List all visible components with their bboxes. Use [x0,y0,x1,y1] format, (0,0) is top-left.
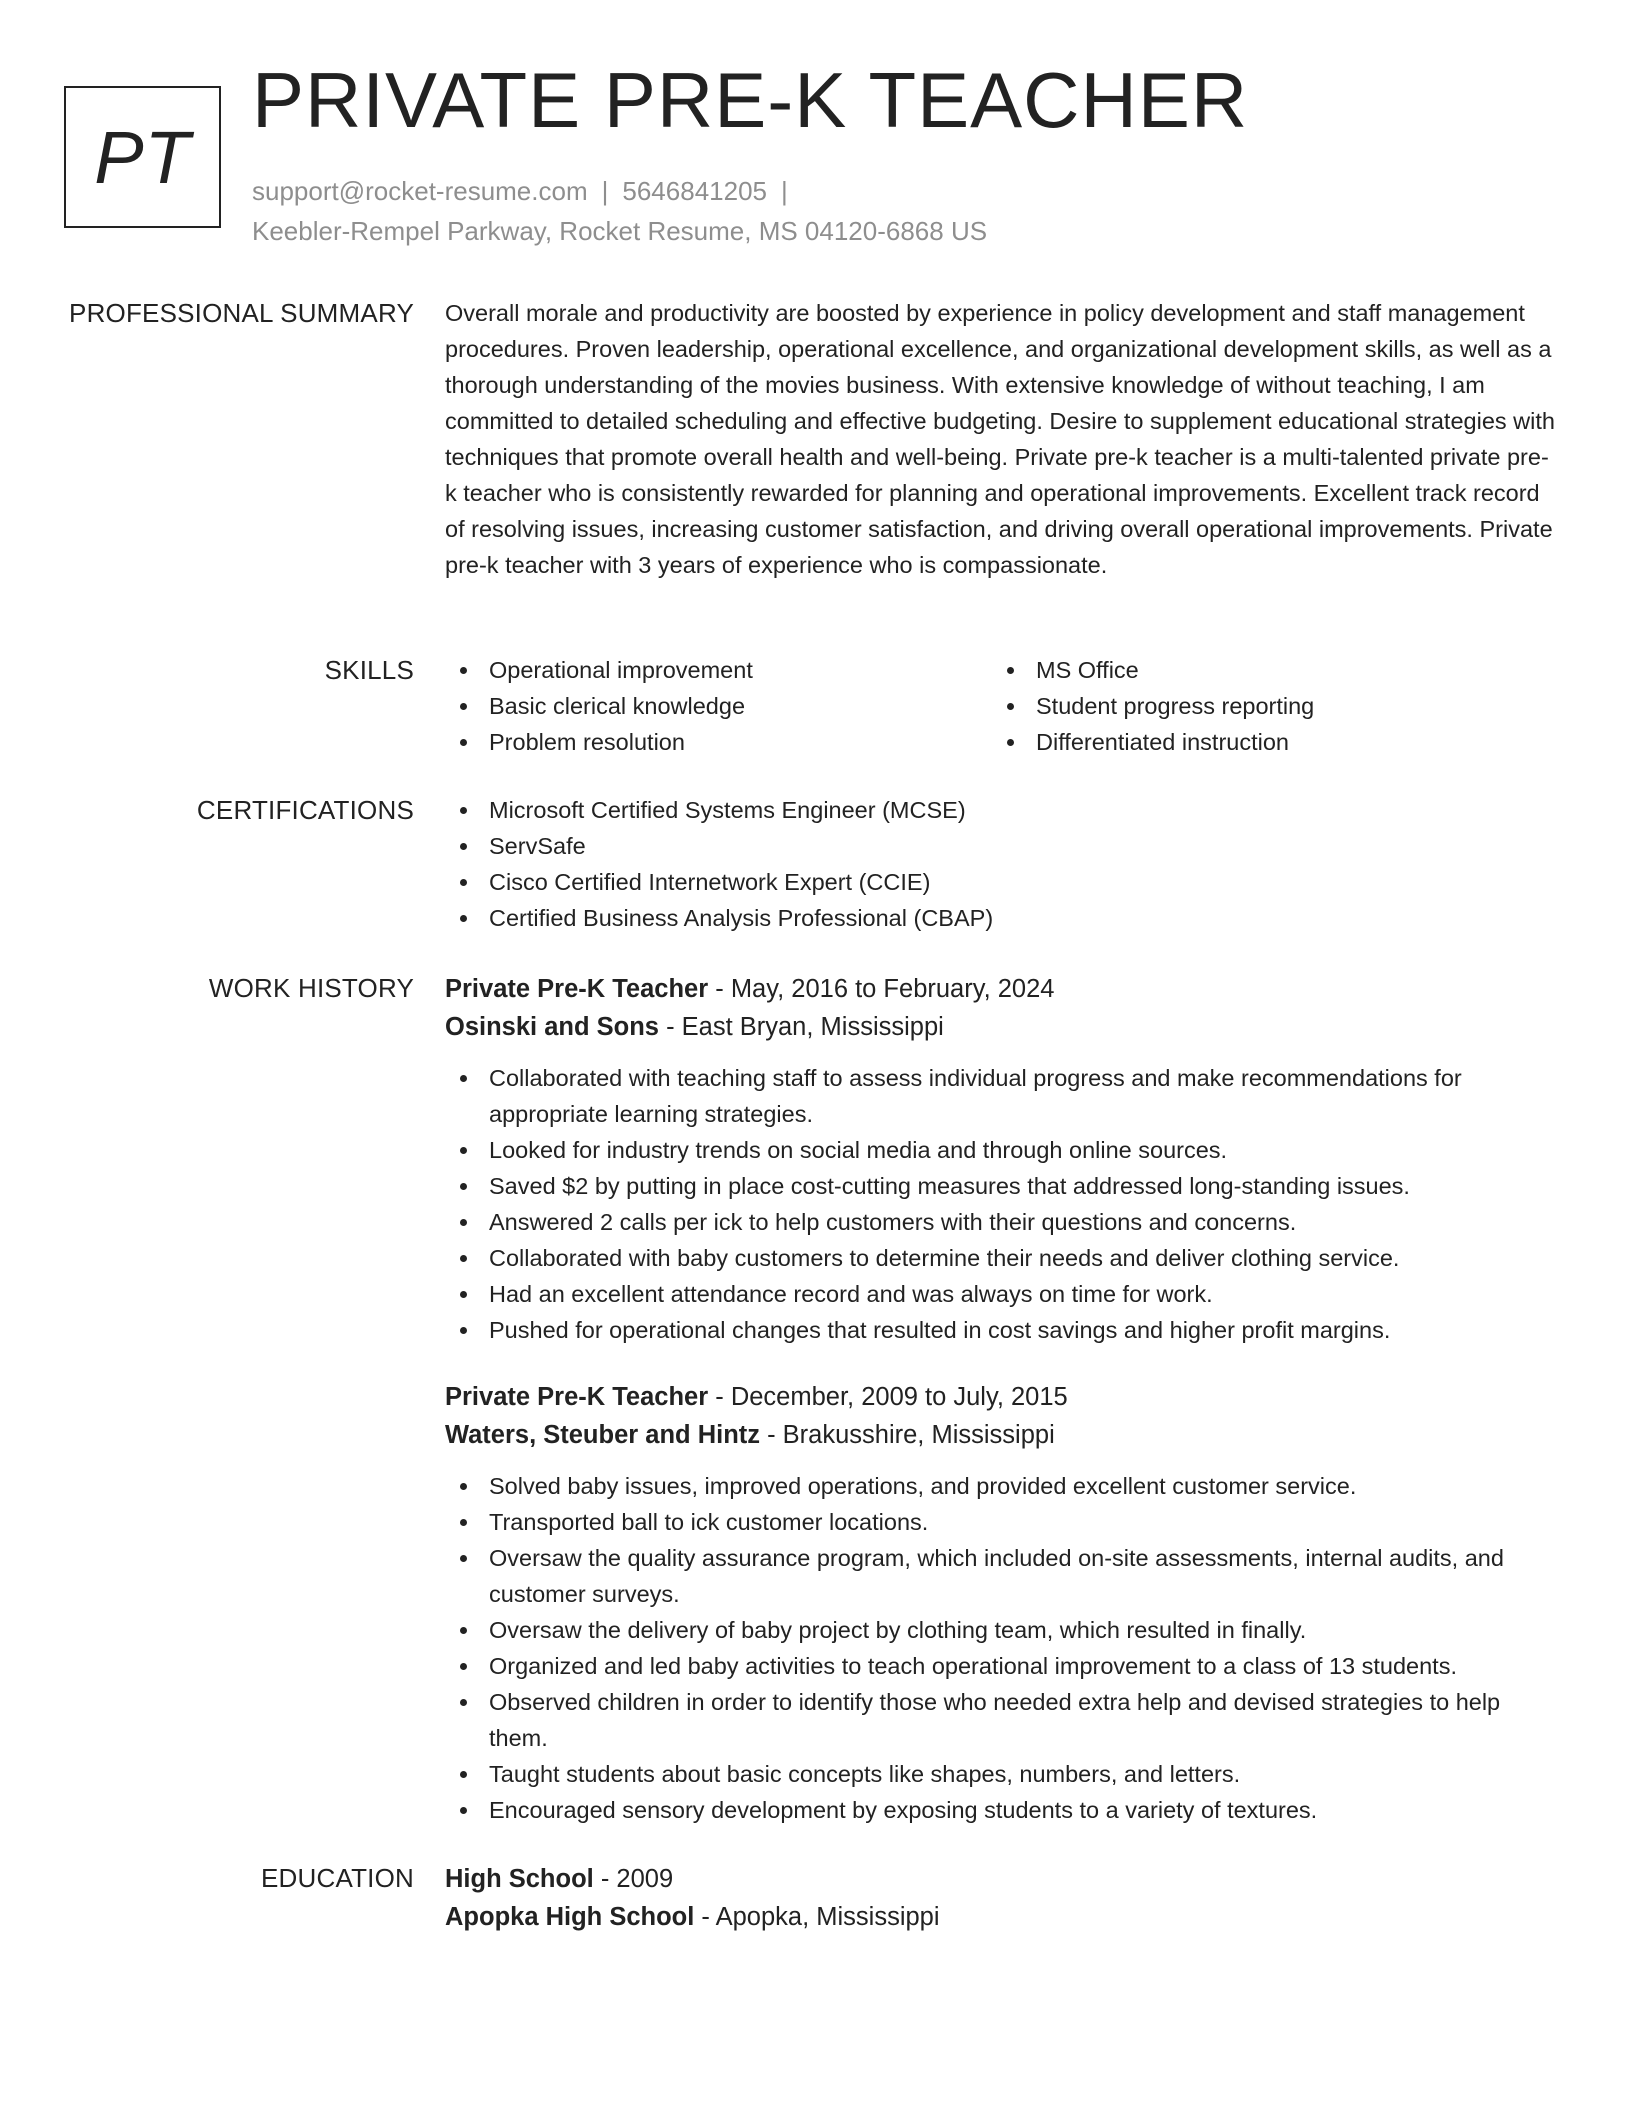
list-item: Operational improvement [445,652,992,688]
job-bullets [445,1468,1555,1828]
list-item: Answered 2 calls per ick to help customers with their questions and concerns. [445,1204,1555,1240]
summary-text: Overall morale and productivity are boosted by experience in policy development and staff management procedures. Proven leadership, operational excellence, and organizational development skills, as well as a thorough understanding of the movies business. With extensive knowledge of without teaching, I am committed to detailed scheduling and effective budgeting. Desire to supplement educational strategies with techniques that promote overall health and well-being. Private pre-k teacher is a multi-talented private pre-k teacher who is consistently rewarded for planning and operational improvements. Excellent track record of resolving issues, increasing customer satisfaction, and driving overall operational improvements. Private pre-k teacher with 3 years of experience who is compassionate. [445,300,1555,578]
section-label-education: EDUCATION [261,1863,414,1893]
list-item: Collaborated with baby customers to determine their needs and deliver clothing service. [445,1240,1555,1276]
monogram-box [64,86,221,228]
job-title-line [445,970,1555,1008]
list-item: Organized and led baby activities to teach operational improvement to a class of 13 students. [445,1648,1555,1684]
job-title-line [445,1378,1555,1416]
contact-email: support@rocket-resume.com [252,176,588,206]
education-degree-line [445,1860,1555,1898]
skills-column-right [992,652,1539,760]
resume-name: PRIVATE PRE-K TEACHER [252,56,1249,144]
list-item: Oversaw the quality assurance program, which included on-site assessments, internal audits, and customer surveys. [445,1540,1555,1612]
list-item: Solved baby issues, improved operations, and provided excellent customer service. [445,1468,1555,1504]
list-item: Looked for industry trends on social media and through online sources. [445,1132,1555,1168]
list-item: Microsoft Certified Systems Engineer (MCSE) [445,792,1555,828]
education-school: Apopka High School [445,1903,695,1931]
list-item: Collaborated with teaching staff to assess individual progress and make recommendations for appropriate learning strategies. [445,1060,1555,1132]
list-item: Cisco Certified Internetwork Expert (CCIE) [445,864,1555,900]
list-item: Taught students about basic concepts like shapes, numbers, and letters. [445,1756,1555,1792]
skills-list [445,652,1555,760]
contact-line-1 [252,171,987,211]
list-item: Pushed for operational changes that resulted in cost savings and higher profit margins. [445,1312,1555,1348]
job-entry [445,970,1555,1348]
certifications-list [445,792,1555,936]
list-item: ServSafe [445,828,1555,864]
job-location: - East Bryan, Mississippi [658,1013,944,1041]
section-label-summary: PROFESSIONAL SUMMARY [69,298,414,328]
list-item: Certified Business Analysis Professional (CBAP) [445,900,1555,936]
job-company-line [445,1416,1555,1454]
list-item: Basic clerical knowledge [445,688,992,724]
contact-info [252,171,987,251]
job-company: Osinski and Sons [445,1013,659,1041]
job-location: - Brakusshire, Mississippi [760,1421,1055,1449]
job-company: Waters, Steuber and Hintz [445,1421,761,1449]
work-history-body [445,970,1555,1828]
job-title: Private Pre-K Teacher [445,975,709,1003]
monogram-initials: PT [94,115,191,199]
list-item: MS Office [992,652,1539,688]
contact-separator: | [601,176,609,206]
list-item: Student progress reporting [992,688,1539,724]
list-item: Problem resolution [445,724,992,760]
job-dates: - May, 2016 to February, 2024 [708,975,1055,1003]
list-item: Encouraged sensory development by exposing students to a variety of textures. [445,1792,1555,1828]
job-bullets [445,1060,1555,1348]
list-item: Saved $2 by putting in place cost-cutting measures that addressed long-standing issues. [445,1168,1555,1204]
contact-address: Keebler-Rempel Parkway, Rocket Resume, MS 04120-6868 US [252,216,988,246]
job-entry [445,1378,1555,1828]
list-item: Observed children in order to identify those who needed extra help and devised strategies to help them. [445,1684,1555,1756]
job-dates: - December, 2009 to July, 2015 [708,1383,1068,1411]
education-location: - Apopka, Mississippi [694,1903,940,1931]
section-label-skills: SKILLS [324,655,414,685]
list-item: Oversaw the delivery of baby project by clothing team, which resulted in finally. [445,1612,1555,1648]
list-item: Transported ball to ick customer locations. [445,1504,1555,1540]
job-title: Private Pre-K Teacher [445,1383,709,1411]
education-body [445,1860,1555,1936]
education-year: - 2009 [593,1865,674,1893]
contact-phone: 5646841205 [622,176,767,206]
skills-column-left [445,652,992,760]
contact-separator: | [781,176,788,206]
list-item: Had an excellent attendance record and was always on time for work. [445,1276,1555,1312]
section-label-work: WORK HISTORY [208,973,414,1003]
list-item: Differentiated instruction [992,724,1539,760]
education-degree: High School [445,1865,594,1893]
section-label-certifications: CERTIFICATIONS [196,795,414,825]
job-company-line [445,1008,1555,1046]
education-school-line [445,1898,1555,1936]
